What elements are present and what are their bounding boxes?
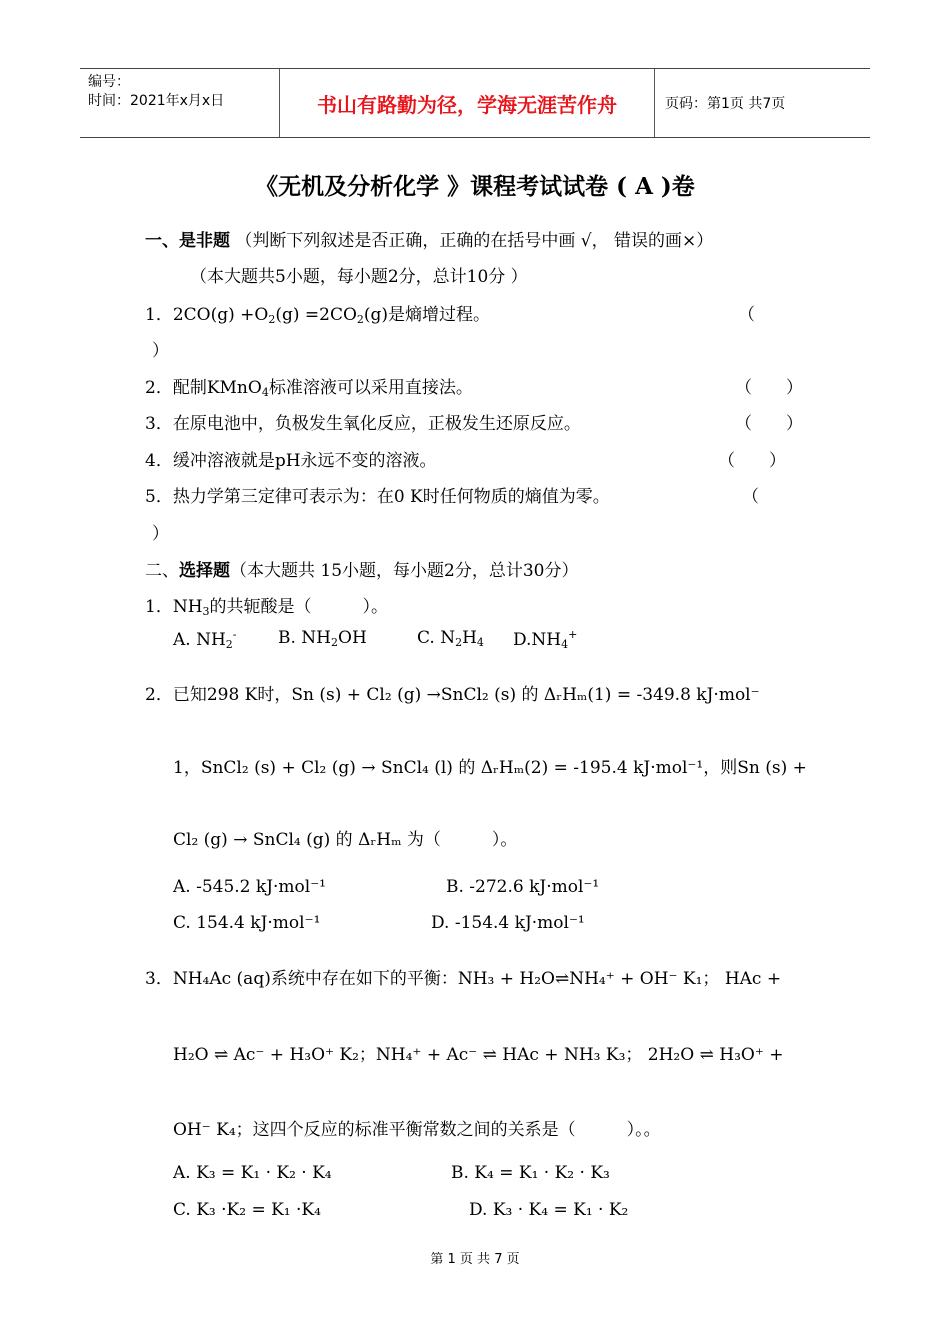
- s2-q2-option-b: B. -272.6 kJ·mol⁻¹: [446, 877, 600, 897]
- s1-q4-paren: （ ）: [718, 451, 786, 471]
- s1-q5-paren-open: （: [742, 487, 759, 507]
- number-label: 编号：: [88, 74, 130, 90]
- exam-title: 《无机及分析化学 》课程考试试卷 ( A )卷: [255, 173, 695, 200]
- section2-scoring: （本大题共 15小题，每小题2分，总计30分）: [230, 561, 579, 581]
- s2-question-2-line2: 1，SnCl₂ (s) + Cl₂ (g) → SnCl₄ (l) 的 ΔᵣHₘ(2) = -195.4 kJ·mol⁻¹，则Sn (s) +: [173, 758, 807, 778]
- s2-question-3-line2: H₂O ⇌ Ac⁻ + H₃O⁺ K₂；NH₄⁺ + Ac⁻ ⇌ HAc + NH₃ K₃； 2H₂O ⇌ H₃O⁺ +: [173, 1045, 784, 1065]
- section1-instruction: （判断下列叙述是否正确，正确的在括号中画 √， 错误的画×）: [235, 231, 714, 251]
- s1-q1-paren-open: （: [738, 305, 755, 325]
- s2-question-1: 1．$NH_3$的共轭酸是（ ）。: [145, 597, 389, 618]
- s1-q2-paren: （ ）: [735, 378, 803, 398]
- page-info: 页码：第1页 共7页: [665, 96, 786, 112]
- s2-q1-option-b: B. $NH_2OH$: [278, 628, 367, 649]
- s1-q1-paren-close: ）: [152, 341, 169, 361]
- s2-question-2-line3: Cl₂ (g) → SnCl₄ (g) 的 ΔᵣHₘ 为（ ）。: [173, 830, 518, 850]
- s2-q3-option-a: A. K₃ = K₁ · K₂ · K₄: [173, 1163, 332, 1183]
- s1-question-2: 2．配制KMnO$_4$标准溶液可以采用直接法。: [145, 378, 473, 399]
- section2-heading-line: 二、选择题（本大题共 15小题，每小题2分，总计30分）: [145, 561, 579, 581]
- s2-q2-option-c: C. 154.4 kJ·mol⁻¹: [173, 913, 321, 933]
- time-label: 时间：2021年x月x日: [88, 93, 225, 109]
- page-footer: 第 1 页 共 7 页: [430, 1252, 520, 1267]
- s2-question-2-line1: 2．已知298 K时，Sn (s) + Cl₂ (g) →SnCl₂ (s) 的 ΔᵣHₘ(1) = -349.8 kJ·mol⁻: [145, 685, 760, 705]
- s1-question-5: 5．热力学第三定律可表示为：在0 K时任何物质的熵值为零。: [145, 487, 610, 507]
- s1-question-1: 1．$2CO(g) +O_2(g) =2CO_2(g)$是熵增过程。: [145, 305, 491, 326]
- section2-heading: 选择题: [179, 561, 230, 581]
- section1-heading: 一、是非题: [145, 231, 230, 251]
- header-table: [80, 68, 870, 138]
- s2-question-3-line1: 3．NH₄Ac (aq)系统中存在如下的平衡：NH₃ + H₂O⇌NH₄⁺ + OH⁻ K₁； HAc +: [145, 969, 782, 989]
- s2-q1-option-c: C. $N_2H_4$: [417, 628, 484, 649]
- header-left-cell: [80, 69, 280, 137]
- motto: 书山有路勤为径，学海无涯苦作舟: [280, 69, 655, 137]
- s2-q2-option-d: D. -154.4 kJ·mol⁻¹: [431, 913, 585, 933]
- s1-q3-paren: （ ）: [735, 414, 803, 434]
- s2-q3-option-b: B. K₄ = K₁ · K₂ · K₃: [451, 1163, 610, 1183]
- s2-q3-option-c: C. K₃ ·K₂ = K₁ ·K₄: [173, 1200, 321, 1220]
- s1-question-3: 3．在原电池中，负极发生氧化反应，正极发生还原反应。: [145, 414, 581, 434]
- s1-q5-paren-close: ）: [152, 524, 169, 544]
- section1-heading-line: [145, 226, 713, 251]
- s2-q3-option-d: D. K₃ · K₄ = K₁ · K₂: [469, 1200, 629, 1220]
- section1-scoring: （本大题共5小题，每小题2分，总计10分 ）: [190, 267, 528, 287]
- s2-q2-option-a: A. -545.2 kJ·mol⁻¹: [173, 877, 326, 897]
- s2-question-3-line3: OH⁻ K₄；这四个反应的标准平衡常数之间的关系是（ ）。。: [173, 1120, 661, 1140]
- s1-question-4: 4．缓冲溶液就是pH永远不变的溶液。: [145, 451, 437, 471]
- s2-q1-option-a: A. $NH_2^-$: [173, 628, 237, 651]
- s2-q1-option-d: $D.NH_4^+$: [513, 628, 578, 651]
